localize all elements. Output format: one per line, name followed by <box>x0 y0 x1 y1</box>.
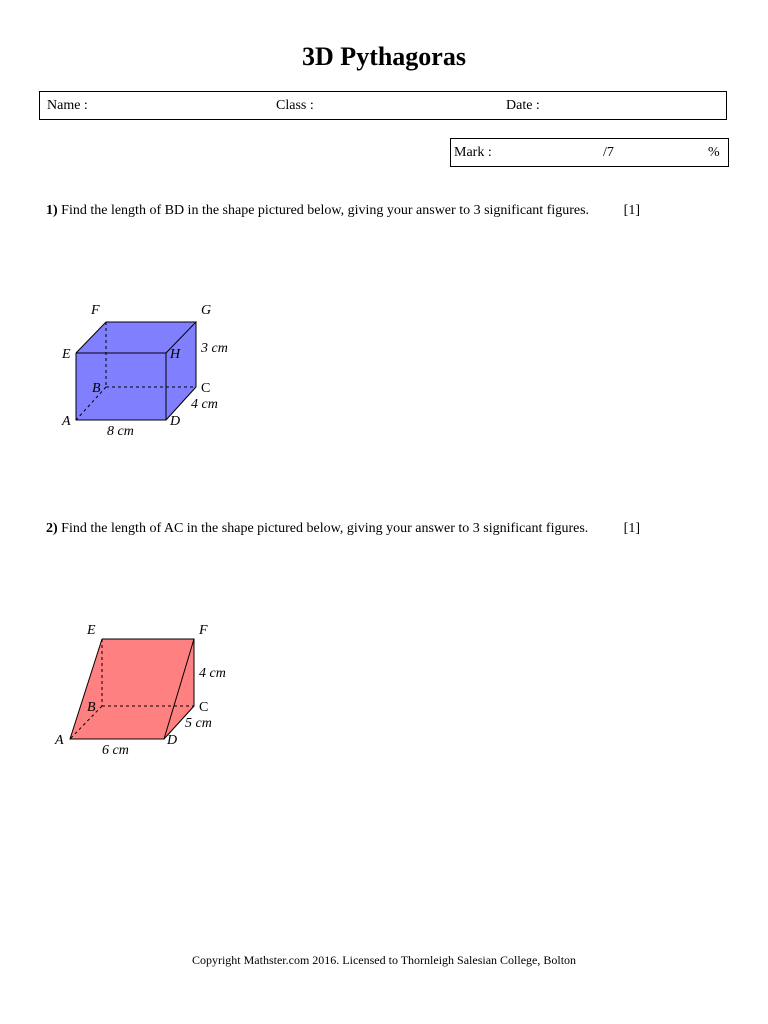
question-1-text <box>46 201 606 220</box>
vertex-label-b: B <box>87 700 96 715</box>
vertex-label-d: D <box>170 414 181 429</box>
prism-diagram <box>0 610 300 770</box>
question-2-text <box>46 519 606 538</box>
question-2-marks: [1] <box>623 521 640 536</box>
vertex-label-f: F <box>91 303 100 318</box>
vertex-label-e: E <box>62 347 71 362</box>
question-2-body: Find the length of AC in the shape pictured below, giving your answer to 3 significant figures. <box>61 521 589 536</box>
dimension-length: 6 cm <box>102 743 129 758</box>
vertex-label-f: F <box>199 623 208 638</box>
mark-percent: % <box>708 145 720 160</box>
prism-figure <box>0 610 300 775</box>
question-1-number: 1) <box>46 203 58 218</box>
vertex-label-e: E <box>87 623 96 638</box>
dimension-height: 3 cm <box>201 341 228 356</box>
question-2-number: 2) <box>46 521 58 536</box>
mark-total: /7 <box>603 145 614 160</box>
name-label: Name : <box>47 98 88 113</box>
date-label: Date : <box>506 98 540 113</box>
vertex-label-c: C <box>201 381 211 396</box>
dimension-depth: 4 cm <box>191 397 218 412</box>
mark-box <box>450 138 729 167</box>
vertex-label-a: A <box>55 733 64 748</box>
copyright-footer: Copyright Mathster.com 2016. Licensed to Thornleigh Salesian College, Bolton <box>191 953 577 967</box>
vertex-label-h: H <box>170 347 181 362</box>
page-title: 3D Pythagoras <box>302 42 466 71</box>
class-label: Class : <box>276 98 314 113</box>
student-info-box <box>39 91 727 120</box>
dimension-depth: 5 cm <box>185 716 212 731</box>
cuboid-diagram <box>0 290 300 450</box>
mark-label: Mark : <box>454 145 492 160</box>
vertex-label-c: C <box>199 700 209 715</box>
vertex-label-b: B <box>92 381 101 396</box>
vertex-label-g: G <box>201 303 212 318</box>
question-1-body: Find the length of BD in the shape pictured below, giving your answer to 3 significant figures. <box>61 203 590 218</box>
vertex-label-d: D <box>167 733 178 748</box>
cuboid-figure <box>0 290 300 455</box>
dimension-length: 8 cm <box>107 424 134 439</box>
dimension-height: 4 cm <box>199 666 226 681</box>
vertex-label-a: A <box>62 414 71 429</box>
question-1-marks: [1] <box>623 203 640 218</box>
